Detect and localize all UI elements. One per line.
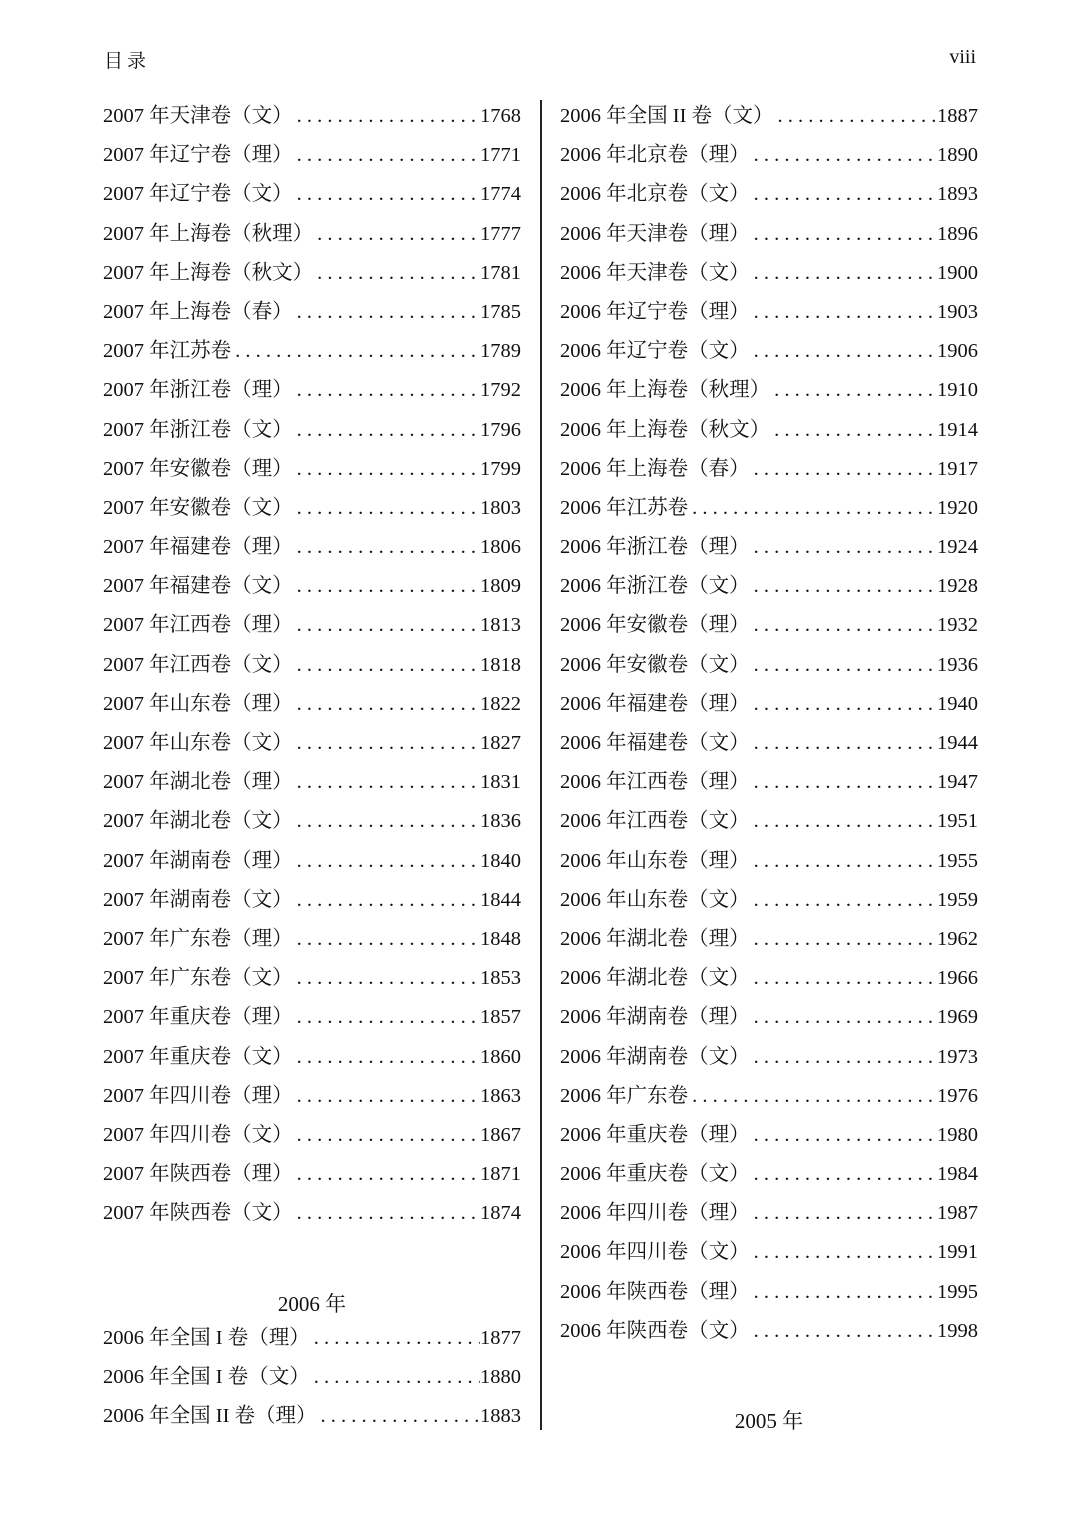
toc-entry-page: 1818: [480, 653, 521, 676]
running-header-title: 目录: [104, 51, 151, 72]
dot-leader: [688, 497, 937, 520]
toc-entry-title: 2007 年浙江卷（理）: [103, 379, 293, 402]
toc-entry-page: 1995: [937, 1280, 978, 1303]
toc-entry-page: 1896: [937, 222, 978, 245]
toc-entry[interactable]: [560, 999, 978, 1038]
toc-entry[interactable]: [560, 176, 978, 215]
toc-entry-title: 2006 年江西卷（文）: [560, 810, 750, 833]
toc-entry-page: 1998: [937, 1319, 978, 1342]
toc-entry-title: 2007 年江西卷（文）: [103, 653, 293, 676]
toc-entry-page: 1836: [480, 810, 521, 833]
toc-entry[interactable]: [103, 372, 521, 411]
dot-leader: [293, 301, 480, 324]
toc-entry[interactable]: [560, 686, 978, 725]
toc-entry[interactable]: [560, 1078, 978, 1117]
toc-entry-page: 1900: [937, 261, 978, 284]
toc-entry-page: 1976: [937, 1084, 978, 1107]
dot-leader: [750, 223, 937, 246]
column-divider: [540, 100, 542, 1430]
dot-leader: [750, 536, 937, 559]
toc-entry-page: 1928: [937, 575, 978, 598]
dot-leader: [750, 1320, 937, 1343]
toc-entry-page: 1883: [480, 1405, 521, 1428]
toc-entry-title: 2007 年重庆卷（理）: [103, 1006, 293, 1029]
dot-leader: [293, 693, 480, 716]
toc-entry-page: 1827: [480, 732, 521, 754]
toc-entry-title: 2006 年重庆卷（文）: [560, 1163, 750, 1186]
toc-entry-page: 1917: [937, 457, 978, 480]
toc-entry-title: 2007 年陕西卷（文）: [103, 1202, 293, 1225]
toc-entry[interactable]: [103, 1359, 521, 1398]
toc-entry[interactable]: [103, 137, 521, 176]
toc-entry[interactable]: [103, 1117, 521, 1156]
dot-leader: [750, 301, 937, 324]
toc-entry[interactable]: [560, 647, 978, 686]
toc-entry-page: 1914: [937, 418, 978, 441]
toc-entry-title: 2006 年江西卷（理）: [560, 771, 750, 794]
toc-entry-page: 1987: [937, 1202, 978, 1225]
dot-leader: [293, 614, 480, 637]
dot-leader: [293, 928, 480, 951]
dot-leader: [231, 340, 480, 363]
toc-entry[interactable]: [103, 725, 521, 764]
dot-leader: [750, 183, 937, 206]
toc-entry[interactable]: [560, 568, 978, 607]
toc-entry-page: 1785: [480, 300, 521, 323]
toc-entry-page: 1991: [937, 1241, 978, 1264]
toc-entry-title: 2007 年上海卷（秋理）: [103, 222, 314, 245]
toc-entry-page: 1984: [937, 1163, 978, 1186]
dot-leader: [293, 536, 480, 559]
toc-entry[interactable]: [560, 255, 978, 294]
toc-entry-title: 2006 年重庆卷（理）: [560, 1123, 750, 1146]
toc-entry-title: 2007 年浙江卷（文）: [103, 418, 293, 441]
toc-entry[interactable]: [560, 216, 978, 255]
toc-entry[interactable]: [103, 176, 521, 215]
toc-entry-title: 2007 年陕西卷（理）: [103, 1163, 293, 1186]
toc-entry-title: 2006 年陕西卷（文）: [560, 1319, 750, 1342]
toc-entry-page: 1890: [937, 144, 978, 167]
toc-entry[interactable]: [560, 803, 978, 842]
dot-leader: [750, 1281, 937, 1304]
dot-leader: [750, 340, 937, 363]
dot-leader: [317, 1405, 480, 1428]
toc-entry[interactable]: [103, 882, 521, 921]
dot-leader: [750, 654, 937, 677]
dot-leader: [313, 223, 480, 246]
toc-entry-page: 1932: [937, 614, 978, 637]
toc-right-column: [560, 98, 978, 1352]
toc-entry[interactable]: [103, 999, 521, 1038]
toc-entry[interactable]: [560, 1156, 978, 1195]
dot-leader: [310, 1366, 480, 1389]
toc-entry-title: 2006 年北京卷（理）: [560, 144, 750, 167]
dot-leader: [770, 379, 937, 402]
toc-entry[interactable]: [560, 98, 978, 137]
toc-entry-title: 2006 年全国 II 卷（文）: [560, 105, 774, 127]
toc-entry[interactable]: [103, 1039, 521, 1078]
toc-entry[interactable]: [560, 843, 978, 882]
toc-entry-page: 1966: [937, 967, 978, 990]
toc-entry[interactable]: [560, 1313, 978, 1352]
toc-entry-page: 1809: [480, 575, 521, 598]
toc-entry[interactable]: [103, 333, 521, 372]
toc-entry-title: 2006 年四川卷（理）: [560, 1202, 750, 1225]
toc-entry[interactable]: [103, 921, 521, 960]
toc-entry-title: 2006 年上海卷（春）: [560, 457, 750, 480]
toc-entry-page: 1951: [937, 810, 978, 833]
toc-entry[interactable]: [560, 372, 978, 411]
toc-entry-title: 2006 年山东卷（理）: [560, 849, 750, 872]
toc-entry-title: 2007 年辽宁卷（理）: [103, 144, 293, 167]
toc-entry[interactable]: [103, 1078, 521, 1117]
dot-leader: [313, 262, 480, 285]
toc-entry-title: 2006 年福建卷（理）: [560, 692, 750, 715]
toc-entry[interactable]: [560, 451, 978, 490]
dot-leader: [293, 1163, 480, 1186]
toc-entry-page: 1944: [937, 732, 978, 754]
toc-entry-page: 1863: [480, 1084, 521, 1107]
toc-entry[interactable]: [103, 451, 521, 490]
toc-entry-title: 2006 年广东卷: [560, 1084, 689, 1107]
toc-entry-title: 2006 年湖北卷（文）: [560, 967, 750, 990]
toc-entry[interactable]: [103, 960, 521, 999]
toc-entry[interactable]: [560, 333, 978, 372]
toc-entry-title: 2007 年四川卷（理）: [103, 1084, 293, 1107]
toc-entry-title: 2007 年重庆卷（文）: [103, 1045, 293, 1068]
toc-entry-title: 2007 年山东卷（文）: [103, 732, 293, 754]
toc-entry-title: 2007 年四川卷（文）: [103, 1123, 293, 1146]
dot-leader: [750, 1163, 937, 1186]
dot-leader: [293, 810, 480, 833]
dot-leader: [750, 810, 937, 833]
toc-entry-page: 1980: [937, 1123, 978, 1146]
toc-entry-page: 1848: [480, 927, 521, 950]
toc-entry-title: 2006 年全国 I 卷（理）: [103, 1327, 310, 1349]
dot-leader: [750, 771, 937, 794]
toc-entry-title: 2006 年安徽卷（理）: [560, 614, 750, 637]
toc-entry-page: 1906: [937, 340, 978, 363]
dot-leader: [293, 771, 480, 794]
toc-entry[interactable]: [103, 568, 521, 607]
toc-entry-title: 2006 年辽宁卷（理）: [560, 300, 750, 323]
toc-entry[interactable]: [560, 294, 978, 333]
toc-entry-title: 2007 年湖南卷（文）: [103, 888, 293, 911]
toc-entry[interactable]: [103, 1156, 521, 1195]
toc-entry-title: 2007 年湖北卷（理）: [103, 771, 293, 794]
toc-entry-title: 2007 年江西卷（理）: [103, 614, 293, 637]
dot-leader: [293, 183, 480, 206]
dot-leader: [750, 928, 937, 951]
toc-entry-page: 1774: [480, 183, 521, 206]
toc-entry[interactable]: [103, 686, 521, 725]
toc-entry-page: 1893: [937, 183, 978, 206]
dot-leader: [688, 1085, 937, 1108]
toc-entry-title: 2006 年上海卷（秋理）: [560, 379, 771, 402]
toc-entry[interactable]: [560, 921, 978, 960]
toc-entry-page: 1768: [480, 105, 521, 127]
toc-entry-page: 1874: [480, 1202, 521, 1225]
dot-leader: [774, 105, 937, 128]
dot-leader: [750, 1241, 937, 1264]
toc-entry[interactable]: [560, 1234, 978, 1273]
toc-entry-page: 1947: [937, 771, 978, 794]
toc-entry[interactable]: [560, 1117, 978, 1156]
toc-entry[interactable]: [560, 412, 978, 451]
toc-entry-title: 2006 年安徽卷（文）: [560, 653, 750, 676]
toc-entry-page: 1871: [480, 1163, 521, 1186]
toc-entry-title: 2007 年上海卷（春）: [103, 300, 293, 323]
toc-entry-title: 2006 年湖北卷（理）: [560, 927, 750, 950]
toc-entry-title: 2006 年北京卷（文）: [560, 183, 750, 206]
toc-entry-title: 2006 年上海卷（秋文）: [560, 418, 771, 441]
toc-entry-page: 1844: [480, 888, 521, 911]
toc-entry[interactable]: [103, 1195, 521, 1234]
dot-leader: [750, 967, 937, 990]
dot-leader: [293, 144, 480, 167]
toc-entry-title: 2007 年上海卷（秋文）: [103, 261, 314, 284]
dot-leader: [293, 575, 480, 598]
dot-leader: [750, 144, 937, 167]
toc-entry[interactable]: [560, 725, 978, 764]
dot-leader: [293, 379, 480, 402]
toc-entry-title: 2007 年辽宁卷（文）: [103, 183, 293, 206]
toc-entry-page: 1867: [480, 1123, 521, 1146]
toc-entry-page: 1860: [480, 1045, 521, 1068]
section-heading-2005: 2005 年: [734, 1409, 804, 1433]
dot-leader: [750, 693, 937, 716]
dot-leader: [750, 850, 937, 873]
toc-entry-page: 1969: [937, 1006, 978, 1029]
toc-entry[interactable]: [103, 764, 521, 803]
toc-entry-page: 1853: [480, 967, 521, 990]
toc-entry-page: 1887: [937, 105, 978, 127]
dot-leader: [750, 458, 937, 481]
toc-entry-page: 1803: [480, 496, 521, 519]
toc-entry-page: 1840: [480, 849, 521, 872]
toc-entry[interactable]: [560, 1195, 978, 1234]
toc-entry[interactable]: [103, 490, 521, 529]
toc-entry-title: 2007 年天津卷（文）: [103, 105, 293, 127]
dot-leader: [293, 850, 480, 873]
dot-leader: [293, 1046, 480, 1069]
toc-entry-page: 1771: [480, 144, 521, 167]
toc-entry-title: 2007 年安徽卷（文）: [103, 496, 293, 519]
dot-leader: [750, 1046, 937, 1069]
dot-leader: [293, 1202, 480, 1225]
toc-entry-page: 1877: [480, 1327, 521, 1349]
toc-entry-page: 1781: [480, 261, 521, 284]
toc-entry-title: 2006 年江苏卷: [560, 496, 689, 519]
dot-leader: [770, 419, 937, 442]
toc-entry-title: 2007 年湖南卷（理）: [103, 849, 293, 872]
toc-entry[interactable]: [103, 294, 521, 333]
toc-entry[interactable]: [560, 882, 978, 921]
toc-entry-page: 1959: [937, 888, 978, 911]
dot-leader: [750, 575, 937, 598]
dot-leader: [293, 967, 480, 990]
dot-leader: [293, 105, 480, 128]
dot-leader: [293, 1124, 480, 1147]
toc-entry-title: 2006 年四川卷（文）: [560, 1241, 750, 1264]
toc-entry-page: 1792: [480, 379, 521, 402]
toc-left-column: [103, 98, 521, 1234]
toc-left-2006-list: [103, 1320, 521, 1438]
toc-entry-page: 1789: [480, 340, 521, 363]
toc-entry-page: 1813: [480, 614, 521, 637]
toc-entry-page: 1973: [937, 1045, 978, 1068]
toc-entry-title: 2006 年全国 I 卷（文）: [103, 1366, 310, 1389]
toc-entry[interactable]: [560, 960, 978, 999]
dot-leader: [293, 889, 480, 912]
toc-entry-page: 1880: [480, 1366, 521, 1389]
toc-entry[interactable]: [103, 803, 521, 842]
toc-entry-title: 2007 年湖北卷（文）: [103, 810, 293, 833]
dot-leader: [750, 889, 937, 912]
toc-entry[interactable]: [103, 647, 521, 686]
toc-entry[interactable]: [560, 1274, 978, 1313]
toc-entry-page: 1806: [480, 536, 521, 559]
dot-leader: [310, 1327, 480, 1350]
toc-entry[interactable]: [103, 843, 521, 882]
dot-leader: [750, 262, 937, 285]
toc-entry-page: 1777: [480, 222, 521, 245]
toc-entry-title: 2006 年湖南卷（文）: [560, 1045, 750, 1068]
toc-entry-title: 2007 年广东卷（文）: [103, 967, 293, 990]
toc-entry[interactable]: [560, 607, 978, 646]
toc-entry[interactable]: [560, 764, 978, 803]
toc-entry[interactable]: [560, 1039, 978, 1078]
dot-leader: [293, 1006, 480, 1029]
toc-entry-title: 2006 年天津卷（文）: [560, 261, 750, 284]
toc-entry-page: 1955: [937, 849, 978, 872]
toc-entry[interactable]: [103, 412, 521, 451]
toc-entry-title: 2006 年全国 II 卷（理）: [103, 1405, 317, 1428]
dot-leader: [293, 732, 480, 755]
toc-entry-page: 1799: [480, 457, 521, 480]
toc-entry-page: 1962: [937, 927, 978, 950]
toc-entry[interactable]: [103, 607, 521, 646]
toc-entry[interactable]: [103, 98, 521, 137]
dot-leader: [750, 1124, 937, 1147]
toc-entry-title: 2006 年天津卷（理）: [560, 222, 750, 245]
toc-entry-title: 2006 年福建卷（文）: [560, 732, 750, 754]
toc-entry-title: 2007 年山东卷（理）: [103, 692, 293, 715]
toc-entry-title: 2007 年安徽卷（理）: [103, 457, 293, 480]
toc-entry-title: 2007 年广东卷（理）: [103, 927, 293, 950]
toc-entry-page: 1924: [937, 536, 978, 559]
toc-entry-title: 2007 年福建卷（文）: [103, 575, 293, 598]
toc-entry-page: 1903: [937, 300, 978, 323]
toc-entry-title: 2007 年江苏卷: [103, 340, 232, 363]
toc-entry[interactable]: [560, 137, 978, 176]
section-heading-2006: 2006 年: [277, 1292, 347, 1316]
dot-leader: [750, 1202, 937, 1225]
toc-entry[interactable]: [103, 216, 521, 255]
dot-leader: [750, 1006, 937, 1029]
toc-entry-page: 1822: [480, 692, 521, 715]
toc-entry-title: 2006 年湖南卷（理）: [560, 1006, 750, 1029]
toc-entry-page: 1796: [480, 418, 521, 441]
toc-entry[interactable]: [103, 1398, 521, 1437]
dot-leader: [293, 1085, 480, 1108]
toc-entry-page: 1936: [937, 653, 978, 676]
toc-entry[interactable]: [103, 1320, 521, 1359]
dot-leader: [293, 419, 480, 442]
toc-entry-title: 2006 年辽宁卷（文）: [560, 340, 750, 363]
toc-entry-page: 1920: [937, 496, 978, 519]
toc-entry-page: 1940: [937, 692, 978, 715]
toc-entry-page: 1857: [480, 1006, 521, 1029]
toc-entry-title: 2006 年陕西卷（理）: [560, 1280, 750, 1303]
dot-leader: [750, 614, 937, 637]
toc-entry-title: 2006 年浙江卷（文）: [560, 575, 750, 598]
dot-leader: [750, 732, 937, 755]
dot-leader: [293, 458, 480, 481]
dot-leader: [293, 497, 480, 520]
toc-entry-page: 1910: [937, 379, 978, 402]
toc-entry-title: 2007 年福建卷（理）: [103, 536, 293, 559]
dot-leader: [293, 654, 480, 677]
toc-entry[interactable]: [560, 529, 978, 568]
toc-entry[interactable]: [560, 490, 978, 529]
toc-entry[interactable]: [103, 529, 521, 568]
toc-entry-page: 1831: [480, 771, 521, 794]
toc-entry-title: 2006 年山东卷（文）: [560, 888, 750, 911]
toc-entry-title: 2006 年浙江卷（理）: [560, 536, 750, 559]
toc-entry[interactable]: [103, 255, 521, 294]
page-number: viii: [949, 46, 976, 68]
